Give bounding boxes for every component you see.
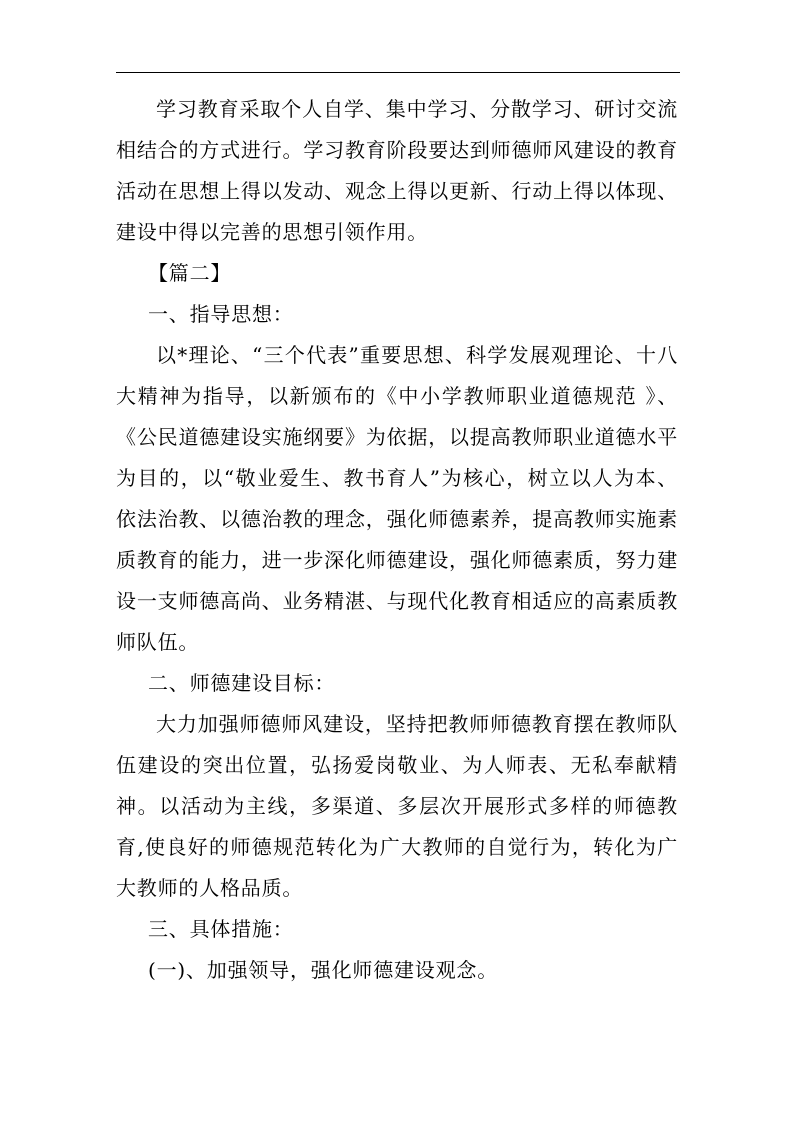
- heading-guiding-ideology: 一、指导思想：: [148, 302, 294, 326]
- paragraph-study-method: 学习教育采取个人自学、集中学习、分散学习、研讨交流相结合的方式进行。学习教育阶段要达到师德师风建设的教育活动在思想上得以发动、观念上得以更新、行动上得以体现、建设中得以完善的思想引领作用。: [116, 97, 678, 244]
- heading-ethics-goals: 二、师德建设目标：: [148, 671, 336, 695]
- measure-item-1: (一)、加强领导，强化师德建设观念。: [148, 958, 499, 982]
- header-rule: [116, 72, 680, 73]
- section-title-part-two: 【篇二】: [148, 261, 232, 285]
- document-body: [116, 89, 678, 991]
- paragraph-guiding-ideology: 以*理论、“三个代表”重要思想、科学发展观理论、十八大精神为指导，以新颁布的《中小学教师职业道德规范 》、《公民道德建设实施纲要》为依据，以提高教师职业道德水平为目的，以“敬业爱生、教书育人”为核心，树立以人为本、依法治教、以德治教的理念，强化师德素养，提高教师实施素质教育的能力，进一步深化师德建设，强化师德素质，努力建设一支师德高尚、业务精湛、与现代化教育相适应的高素质教师队伍。: [116, 343, 678, 654]
- paragraph-ethics-goals: 大力加强师德师风建设，坚持把教师师德教育摆在教师队伍建设的突出位置，弘扬爱岗敬业、为人师表、无私奉献精神。以活动为主线，多渠道、多层次开展形式多样的师德教育,使良好的师德规范转化为广大教师的自觉行为，转化为广大教师的人格品质。: [116, 712, 678, 900]
- heading-specific-measures: 三、具体措施：: [148, 917, 294, 941]
